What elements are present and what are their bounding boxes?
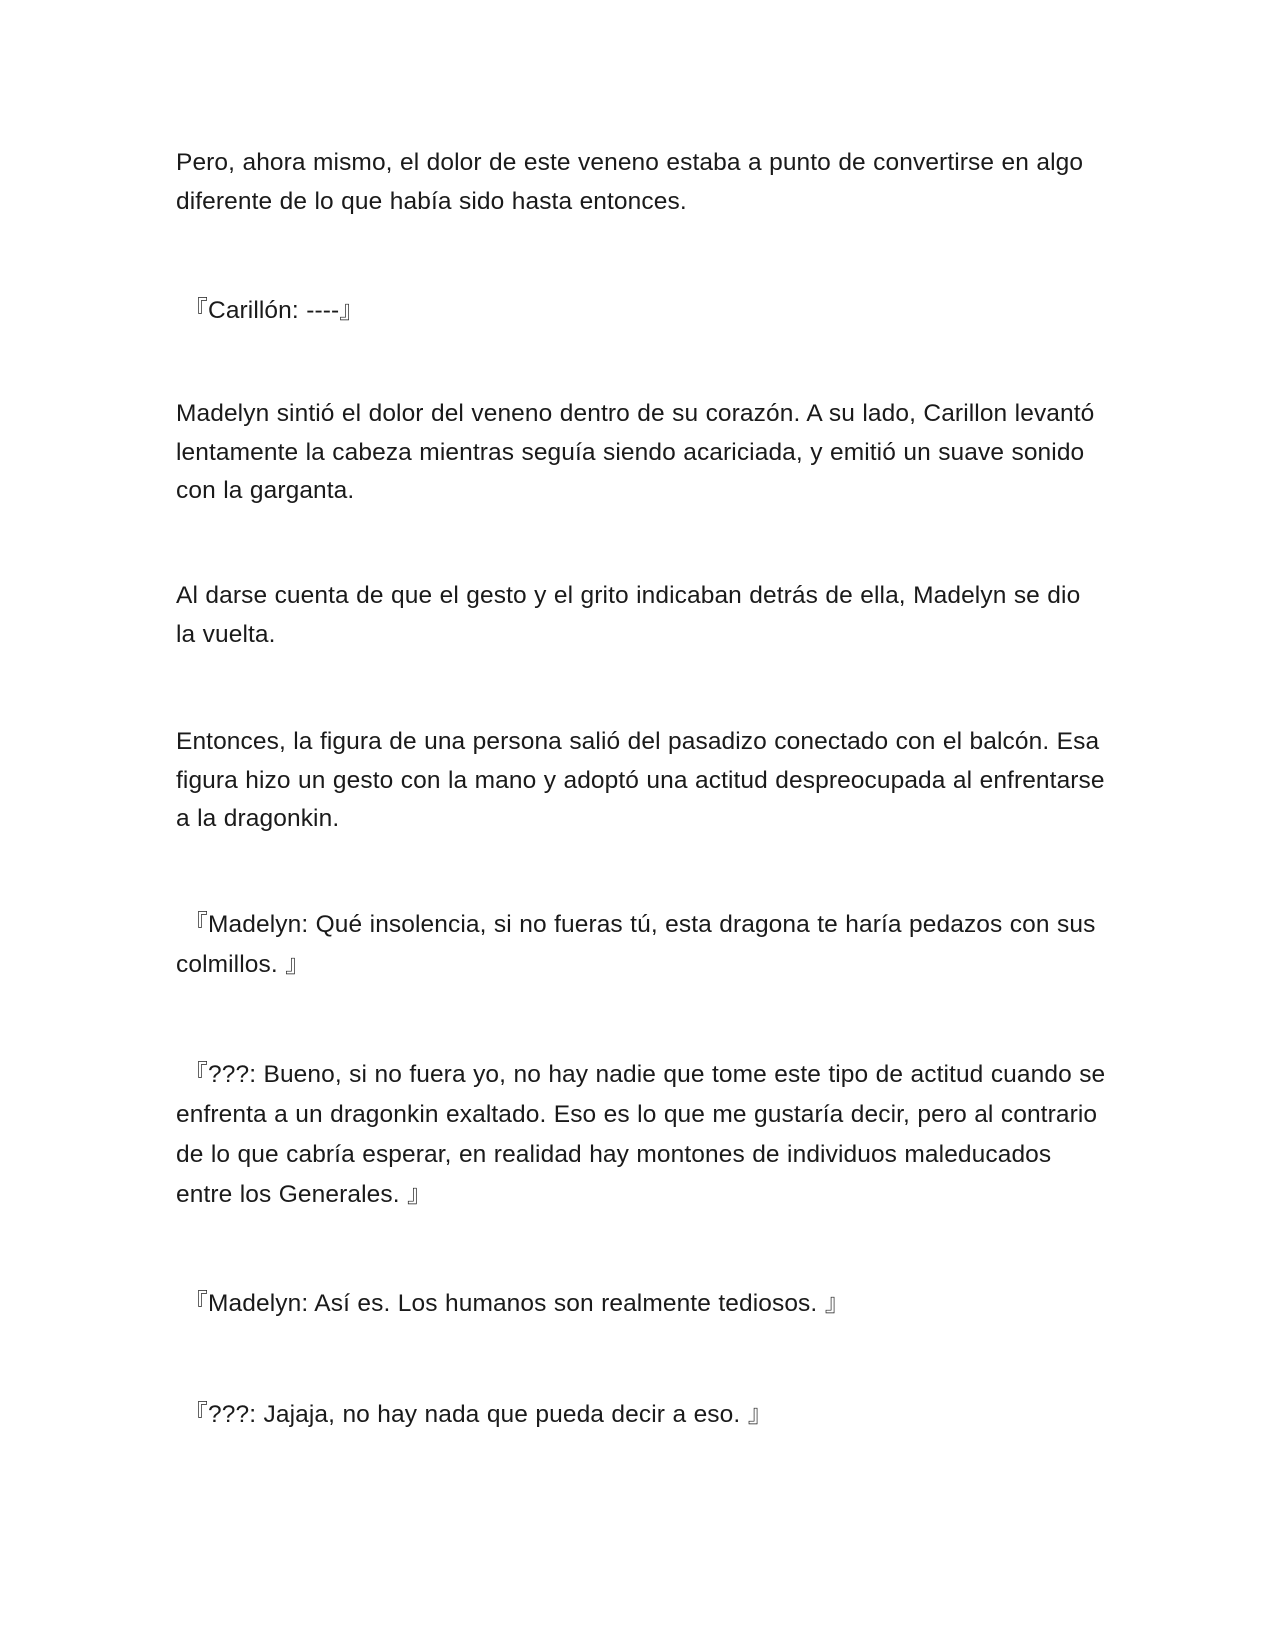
paragraph-dialogue: 『Carillón: ----』 bbox=[176, 297, 364, 324]
paragraph-narration: Pero, ahora mismo, el dolor de este veneno estaba a punto de convertirse en algo diferente de lo que había sido hasta entonces. bbox=[176, 149, 1091, 215]
paragraph-dialogue: 『Madelyn: Qué insolencia, si no fueras tú, esta dragona te haría pedazos con sus colmillos. 』 bbox=[176, 911, 1103, 978]
paragraph-narration: Al darse cuenta de que el gesto y el grito indicaban detrás de ella, Madelyn se dio la vuelta. bbox=[176, 582, 1088, 648]
paragraph-narration: Entonces, la figura de una persona salió del pasadizo conectado con el balcón. Esa figura hizo un gesto con la mano y adoptó una actitud despreocupada al enfrentarse a la dragonkin. bbox=[176, 728, 1113, 832]
paragraph-dialogue: 『Madelyn: Así es. Los humanos son realmente tediosos. 』 bbox=[176, 1290, 850, 1317]
paragraph-dialogue: 『???: Jajaja, no hay nada que pueda decir a eso. 』 bbox=[176, 1401, 773, 1428]
paragraph-narration: Madelyn sintió el dolor del veneno dentro de su corazón. A su lado, Carillon levantó lentamente la cabeza mientras seguía siendo acariciada, y emitió un suave sonido con la garganta. bbox=[176, 400, 1102, 504]
paragraph-dialogue: 『???: Bueno, si no fuera yo, no hay nadie que tome este tipo de actitud cuando se enfrenta a un dragonkin exaltado. Eso es lo que me gustaría decir, pero al contrario de lo que cabría esperar, en realidad hay montones de individuos maleducados entre los Generales. 』 bbox=[176, 1061, 1113, 1208]
